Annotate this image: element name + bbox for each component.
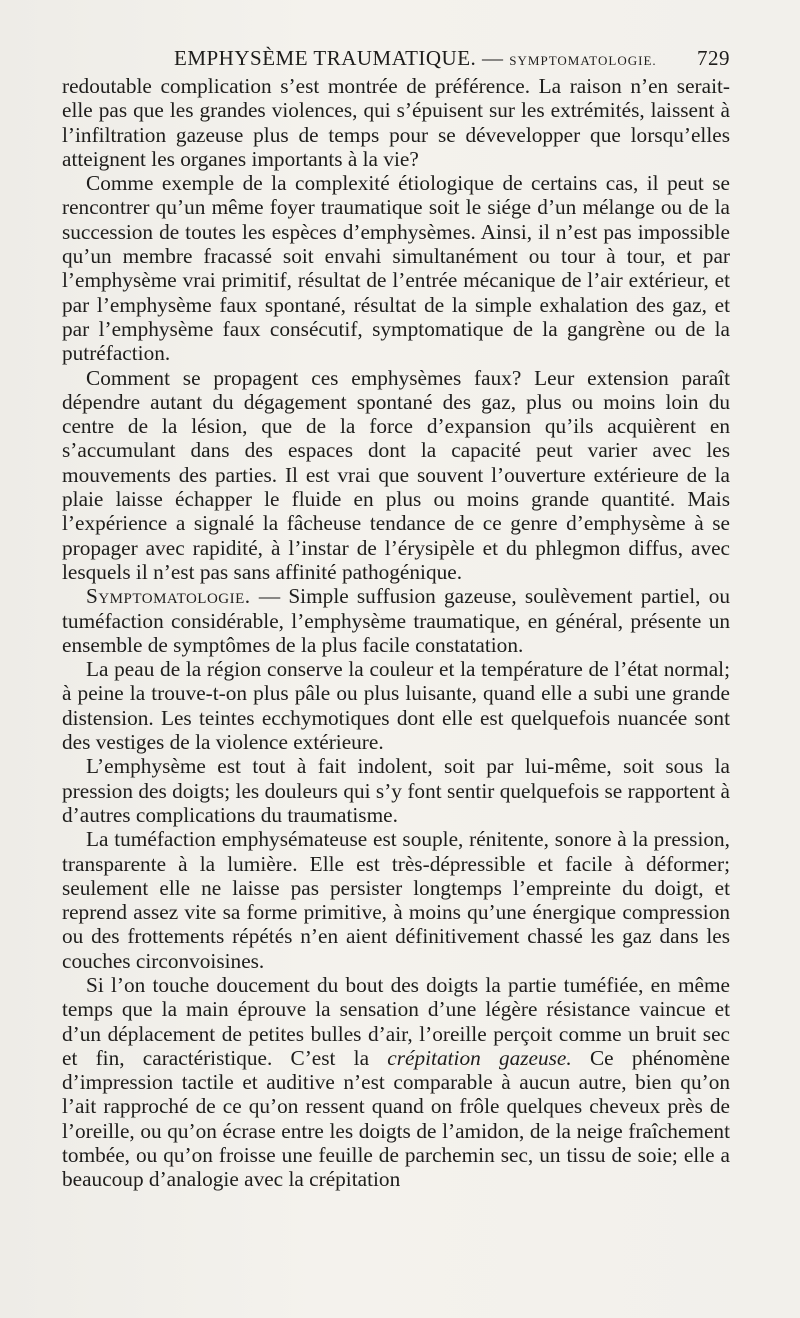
paragraph-2: Comme exemple de la complexité étiologique de certains cas, il peut se rencontrer qu’un même foyer traumatique soit le siége d’un mélange ou de la succession de toutes les espèces d’emphysèmes. Ainsi, il n’est pas impossible qu’un membre fracassé soit envahi simultanément ou tour à tour, et par l’emphysème vrai primitif, résultat de l’entrée mécanique de l’air extérieur, et par l’emphysème faux spontané, résultat de la simple exhalation des gaz, et par l’emphysème faux consécutif, symptomatique de la gangrène ou de la putréfaction. xyxy=(62,171,730,366)
paragraph-4-text: — Simple suffusion gazeuse, soulèvement partiel, ou tuméfaction considérable, l’emphysème traumatique, en général, présente un ensemble de symptômes de la plus facile constatation. xyxy=(62,584,730,657)
paragraph-8 xyxy=(62,973,730,1192)
section-heading: Symptomatologie. xyxy=(86,584,251,609)
running-title-section: SYMPTOMATOLOGIE. xyxy=(509,53,657,68)
paragraph-8-italic-term: crépitation gazeuse. xyxy=(387,1045,572,1070)
running-title-separator: — xyxy=(482,46,504,70)
running-title-main: EMPHYSÈME TRAUMATIQUE. xyxy=(174,46,477,70)
paragraph-3: Comment se propagent ces emphysèmes faux? Leur extension paraît dépendre autant du dégagement spontané des gaz, plus ou moins loin du centre de la lésion, que de la force d’expansion qu’ils acquièrent en s’accumulant dans des espaces dont la capacité peut varier avec les mouvements des parties. Il est vrai que souvent l’ouverture extérieure de la plaie laisse échapper le fluide en plus ou moins grande quantité. Mais l’expérience a signalé la fâcheuse tendance de ce genre d’emphysème à se propager avec rapidité, à l’instar de l’érysipèle et du phlegmon diffus, avec lesquels il n’est pas sans affinité pathogénique. xyxy=(62,365,730,584)
paragraph-6: L’emphysème est tout à fait indolent, soit par lui-même, soit sous la pression des doigts; les douleurs qui s’y font sentir quelquefois se rapportent à d’autres complications du traumatisme. xyxy=(62,754,730,827)
paragraph-8-text-before: Si l’on touche doucement du bout des doigts la partie tuméfiée, en même temps que la main éprouve la sensation d’une légère résistance vaincue et d’un déplacement de petites bulles d’air, l’oreille perçoit comme un bruit sec et fin, caractéristique. C’est la xyxy=(62,972,730,1070)
page-number: 729 xyxy=(697,46,730,70)
running-header xyxy=(62,38,730,74)
paragraph-4 xyxy=(62,584,730,657)
running-title xyxy=(174,46,657,71)
paragraph-1: redoutable complication s’est montrée de préférence. La raison n’en serait-elle pas que les grandes violences, qui s’épuisent sur les extrémités, laissent à l’infiltration gazeuse plus de temps pour se dévevelopper que lorsqu’elles atteignent les organes importants à la vie? xyxy=(62,74,730,171)
paragraph-8-text-after: Ce phénomène d’impression tactile et auditive n’est comparable à aucun autre, bien qu’on l’ait rapproché de ce qu’on ressent quand on frôle quelques cheveux près de l’oreille, ou qu’on écrase entre les doigts de l’amidon, de la neige fraîchement tombée, ou qu’on froisse une feuille de parchemin sec, un tissu de soie; elle a beaucoup d’analogie avec la crépitation xyxy=(62,1045,730,1192)
body-text xyxy=(62,74,730,1192)
paragraph-5: La peau de la région conserve la couleur et la température de l’état normal; à peine la trouve-t-on plus pâle ou plus luisante, quand elle a subi une grande distension. Les teintes ecchymotiques dont elle est quelquefois nuancée sont des vestiges de la violence extérieure. xyxy=(62,657,730,755)
paragraph-7: La tuméfaction emphysémateuse est souple, rénitente, sonore à la pression, transparente à la lumière. Elle est très-dépressible et facile à déformer; seulement elle ne laisse pas persister longtemps l’empreinte du doigt, et reprend assez vite sa forme primitive, à moins qu’une énergique compression ou des frottements répétés n’en aient définitivement chassé les gaz dans les couches circonvoisines. xyxy=(62,827,730,973)
